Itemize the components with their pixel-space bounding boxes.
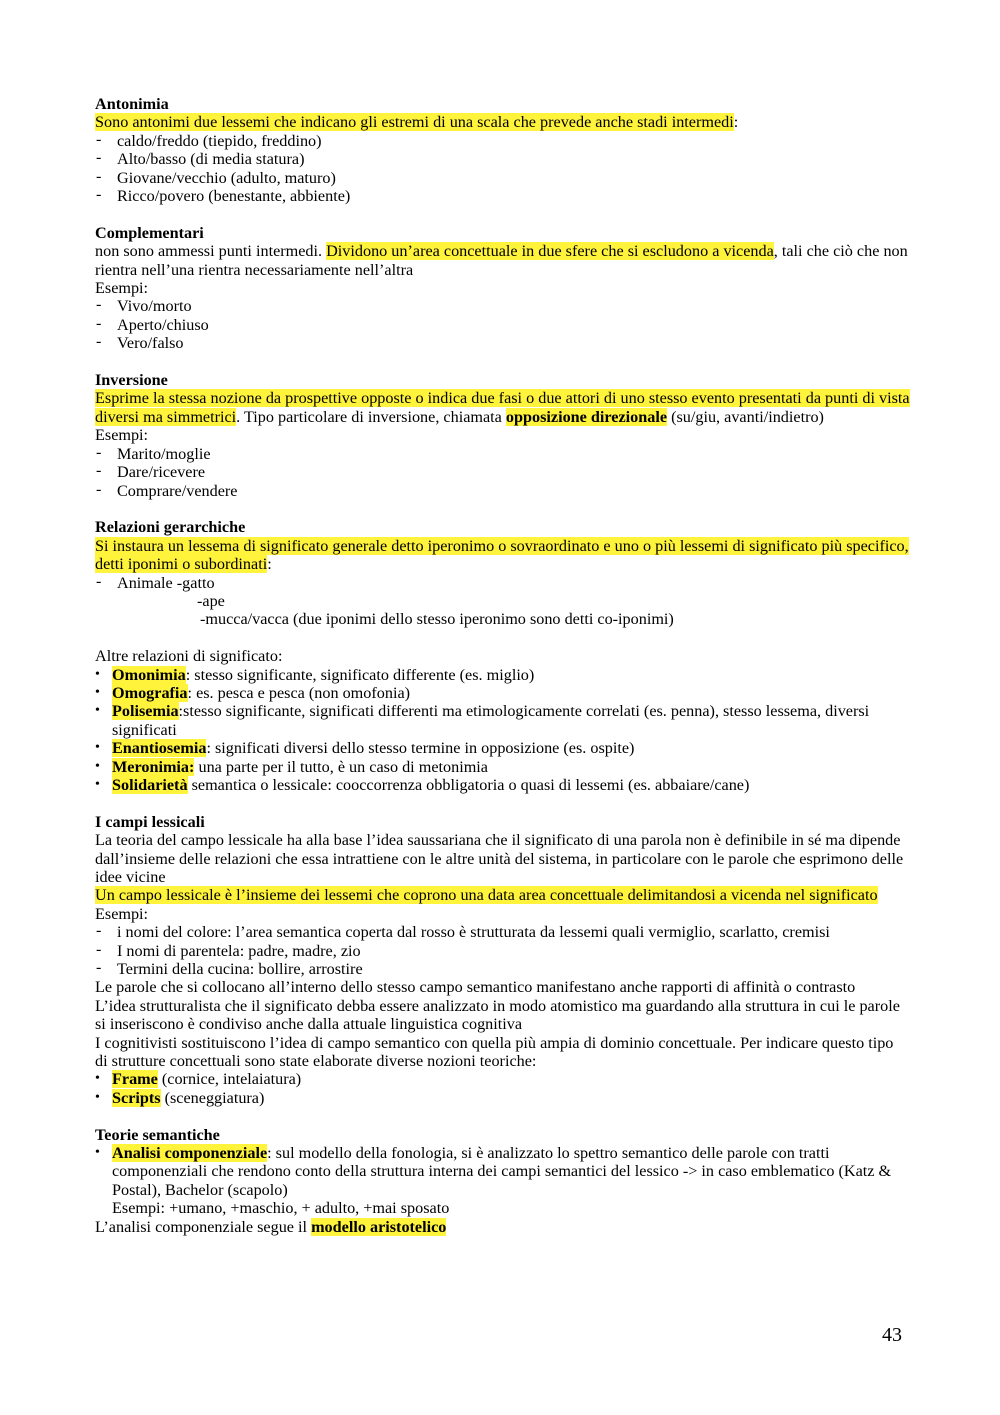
bullet-list [95,1144,910,1199]
section-relazioni-gerarchiche [95,518,910,628]
bullet-list [95,666,910,795]
list-item: - Vivo/morto [95,297,910,315]
list-item: - Animale -gatto [95,574,910,592]
list-item [95,1089,910,1107]
term: Omografia [112,683,188,702]
highlighted-text: Esprime la stessa nozione da prospettive opposte o indica due fasi o due attori di uno stesso evento presentati da punti di vista diversi ma simmetrici [95,389,910,426]
page-number: 43 [882,1324,902,1346]
paragraph: Le parole che si collocano all’interno dello stesso campo semantico manifestano anche rapporti di affinità o contrasto [95,978,856,997]
list-item: - Alto/basso (di media statura) [95,150,910,168]
term: Meronimia: [112,757,195,776]
term: Scripts [112,1088,161,1107]
sub-item: -ape [197,591,225,610]
dash-list [95,297,910,352]
definition: semantica o lessicale: cooccorrenza obbligatoria o quasi di lessemi (es. abbaiare/cane) [187,775,750,794]
dash-list [95,445,910,500]
term: Frame [112,1070,158,1089]
paragraph [95,113,910,131]
paragraph [95,1218,910,1236]
heading-complementari: Complementari [95,223,204,242]
list-item [95,1070,910,1088]
text: : [267,555,272,574]
highlighted-text: Si instaura un lessema di significato generale detto iperonimo o sovraordinato e uno o più lessemi di significato più specifico, detti iponimi o subordinati [95,536,909,574]
paragraph: I cognitivisti sostituiscono l’idea di campo semantico con quella più ampia di dominio concettuale. Per indicare questo tipo di strutture concettuali sono state elaborate diverse nozioni teoriche: [95,1033,894,1071]
highlighted-text: Sono antonimi due lessemi che indicano gli estremi di una scala che prevede anche stadi intermedi [95,113,734,132]
definition: : es. pesca e pesca (non omofonia) [187,683,411,702]
examples-line: Esempi: +umano, +maschio, + adulto, +mai sposato [112,1199,450,1218]
text: . Tipo particolare di inversione, chiamata [236,407,506,426]
list-item: - Dare/ricevere [95,463,910,481]
text: , tali che ciò che non rientra nell’una rientra necessariamente nell’altra [95,242,908,279]
text: L’analisi componenziale segue il [95,1217,312,1236]
list-item: - Giovane/vecchio (adulto, maturo) [95,169,910,187]
heading-relazioni-gerarchiche: Relazioni gerarchiche [95,518,246,537]
paragraph [95,242,910,279]
section-complementari [95,224,910,353]
section-antonimia [95,95,910,205]
highlighted-text: Dividono un’area concettuale in due sfere che si escludono a vicenda [326,242,774,261]
sub-item: -mucca/vacca (due iponimi dello stesso iperonimo sono detti co-iponimi) [200,610,674,629]
list-item: - Marito/moglie [95,445,910,463]
dash-list [95,574,910,592]
definition: una parte per il tutto, è un caso di metonimia [194,757,488,776]
definition: (cornice, intelaiatura) [157,1070,302,1089]
heading-teorie-semantiche: Teorie semantiche [95,1125,220,1144]
term: Omonimia [112,665,186,684]
paragraph [95,886,910,904]
section-inversione [95,371,910,500]
list-item [95,666,910,684]
dash-list [95,923,910,978]
list-item: - caldo/freddo (tiepido, freddino) [95,132,910,150]
text: non sono ammessi punti intermedi. [95,242,327,261]
section-teorie-semantiche [95,1126,910,1236]
list-item: - Termini della cucina: bollire, arrostire [95,960,910,978]
list-item: - Comprare/vendere [95,482,910,500]
paragraph: L’idea strutturalista che il significato debba essere analizzato in modo atomistico ma guardando alla struttura in cui le parole si inseriscono è condiviso anche dalla attuale linguistica cognitiva [95,996,900,1034]
paragraph: La teoria del campo lessicale ha alla base l’idea saussariana che il significato di una parola non è definibile in sé ma dipende dall’insieme delle relazioni che essa intrattiene con le altre unità del sistema, in particolare con le parole che esprimono delle idee vicine [95,831,904,886]
highlighted-text: Un campo lessicale è l’insieme dei lessemi che coprono una data area concettuale delimitandosi a vicenda nel significato [95,886,878,905]
list-item: - Vero/falso [95,334,910,352]
section-altre-relazioni [95,647,910,794]
bold-highlighted-term: modello aristotelico [311,1217,447,1236]
section-campi-lessicali [95,813,910,1108]
text: : [733,113,739,132]
heading-campi-lessicali: I campi lessicali [95,812,205,831]
heading-antonimia: Antonimia [95,95,169,113]
bold-highlighted-term: opposizione direzionale [505,407,668,426]
list-item: - I nomi di parentela: padre, madre, zio [95,942,910,960]
list-item: - i nomi del colore: l’area semantica coperta dal rosso è strutturata da lessemi quali vermiglio, scarlatto, cremisi [95,923,910,941]
term: Enantiosemia [112,739,207,758]
list-item [95,776,910,794]
definition: : stesso significante, significato differente (es. miglio) [185,665,535,684]
list-item [95,758,910,776]
list-item [95,684,910,702]
dash-list [95,132,910,206]
list-item [95,1144,910,1199]
term: Polisemia [112,702,179,721]
list-item: - Ricco/povero (benestante, abbiente) [95,187,910,205]
list-item [95,702,910,739]
list-item: - Aperto/chiuso [95,316,910,334]
paragraph [95,389,910,426]
definition: : significati diversi dello stesso termine in opposizione (es. ospite) [206,739,635,758]
term: Analisi componenziale [112,1144,268,1163]
heading-inversione: Inversione [95,371,168,390]
paragraph [95,537,910,574]
examples-label: Esempi: [95,426,149,445]
definition: : sul modello della fonologia, si è analizzato lo spettro semantico delle parole con tratti componenziali che rendono conto della struttura interna dei campi semantici del lessico -> in caso emblematico (Katz & Postal), Bachelor (scapolo) [112,1144,892,1199]
bullet-list [95,1070,910,1107]
definition: (sceneggiatura) [160,1088,265,1107]
definition: :stesso significante, significati differenti ma etimologicamente correlati (es. penna), stesso lessema, diversi significati [112,702,870,739]
text: (su/giu, avanti/indietro) [667,407,824,426]
examples-label: Esempi: [95,279,149,298]
term: Solidarietà [112,775,188,794]
examples-label: Esempi: [95,904,149,923]
altre-label: Altre relazioni di significato: [95,647,283,666]
list-item [95,739,910,757]
document-page [95,95,910,1236]
